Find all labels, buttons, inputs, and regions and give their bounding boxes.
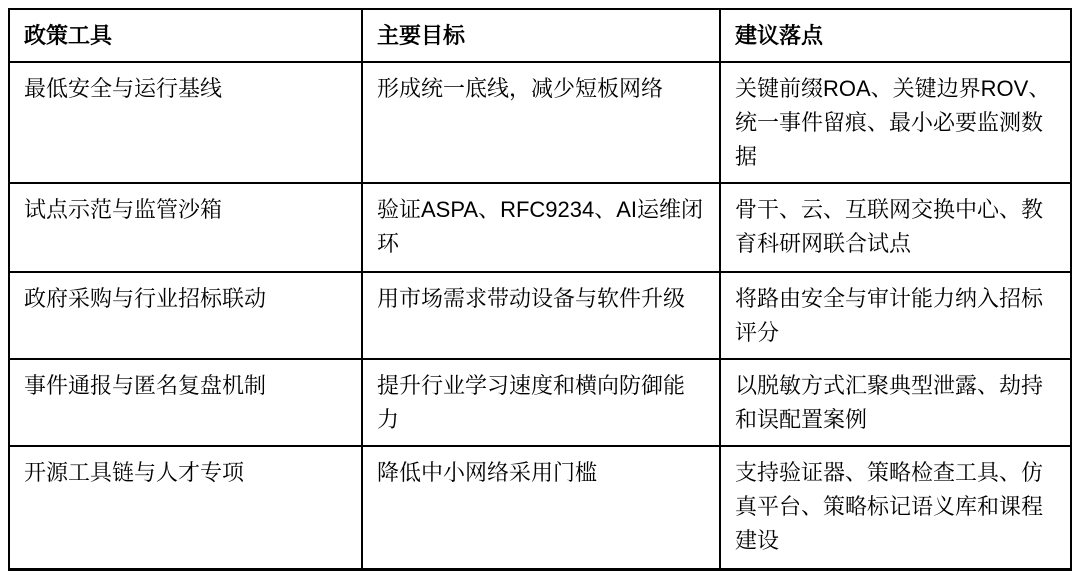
table-row: [9, 183, 1071, 272]
table-cell: 降低中小网络采用门槛: [362, 446, 720, 569]
header-row: [9, 9, 1071, 62]
table-cell: 以脱敏方式汇聚典型泄露、劫持和误配置案例: [720, 359, 1071, 446]
table-row: [9, 62, 1071, 183]
table-cell: 用市场需求带动设备与软件升级: [362, 272, 720, 359]
column-header-policy-tool: 政策工具: [9, 9, 362, 62]
table-cell: 骨干、云、互联网交换中心、教育科研网联合试点: [720, 183, 1071, 272]
table-cell: 事件通报与匿名复盘机制: [9, 359, 362, 446]
policy-table: [8, 8, 1072, 571]
table-cell: 将路由安全与审计能力纳入招标评分: [720, 272, 1071, 359]
column-header-main-goal: 主要目标: [362, 9, 720, 62]
table-cell: 关键前缀ROA、关键边界ROV、统一事件留痕、最小必要监测数据: [720, 62, 1071, 183]
column-header-suggested-landing: 建议落点: [720, 9, 1071, 62]
table-row: [9, 359, 1071, 446]
table-cell: 试点示范与监管沙箱: [9, 183, 362, 272]
table-cell: 形成统一底线，减少短板网络: [362, 62, 720, 183]
table-cell: 验证ASPA、RFC9234、AI运维闭环: [362, 183, 720, 272]
table-row: [9, 272, 1071, 359]
table-row: [9, 446, 1071, 569]
table-cell: 最低安全与运行基线: [9, 62, 362, 183]
table-cell: 支持验证器、策略检查工具、仿真平台、策略标记语义库和课程建设: [720, 446, 1071, 569]
table-cell: 提升行业学习速度和横向防御能力: [362, 359, 720, 446]
table-cell: 开源工具链与人才专项: [9, 446, 362, 569]
table-cell: 政府采购与行业招标联动: [9, 272, 362, 359]
